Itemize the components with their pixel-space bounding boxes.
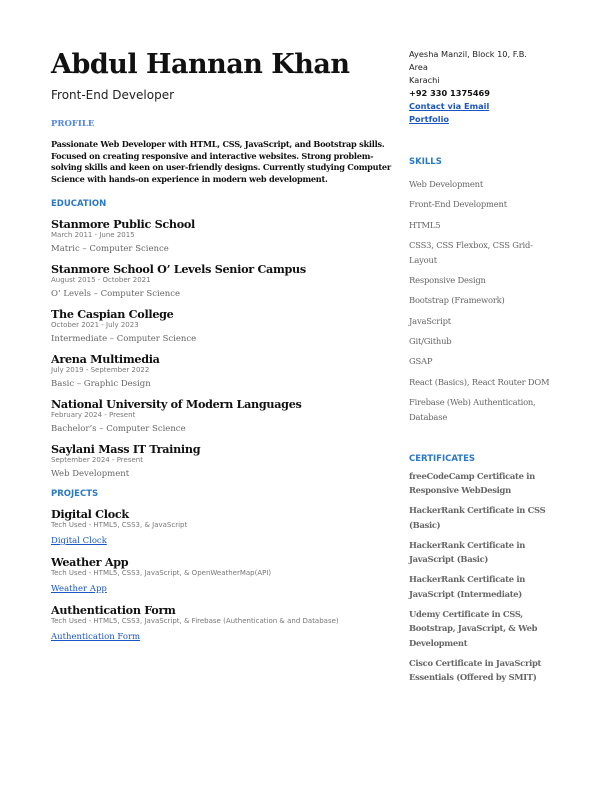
contact-block <box>409 48 559 126</box>
projects-heading: PROJECTS <box>51 489 99 499</box>
education-dates: October 2021 - July 2023 <box>51 321 139 329</box>
project-name: Authentication Form <box>51 603 176 617</box>
education-dates: March 2011 - June 2015 <box>51 231 135 239</box>
education-dates: February 2024 - Present <box>51 411 136 419</box>
education-desc: Intermediate – Computer Science <box>51 334 197 344</box>
portfolio-link[interactable]: Portfolio <box>409 114 450 124</box>
skills-heading: SKILLS <box>409 157 442 167</box>
job-title: Front-End Developer <box>51 88 175 102</box>
school-name: Stanmore Public School <box>51 217 196 231</box>
skill-item: React (Basics), React Router DOM <box>409 376 550 387</box>
project-link[interactable]: Authentication Form <box>51 632 141 642</box>
education-entry <box>51 352 396 390</box>
school-name: Saylani Mass IT Training <box>51 442 201 456</box>
education-desc: O’ Levels – Computer Science <box>51 289 181 299</box>
project-name: Weather App <box>51 555 129 569</box>
skill-item: GSAP <box>409 356 433 367</box>
skills-list <box>409 177 559 425</box>
education-dates: July 2019 - September 2022 <box>51 366 150 374</box>
project-entry <box>51 603 396 644</box>
school-name: Arena Multimedia <box>51 352 160 366</box>
education-entry <box>51 217 396 255</box>
phone-number: +92 330 1375469 <box>409 88 490 98</box>
city: Karachi <box>409 75 440 85</box>
skill-item: Git/Github <box>409 336 452 347</box>
certificate-item: HackerRank Certificate in JavaScript (Intermediate) <box>409 574 526 599</box>
email-link[interactable]: Contact via Email <box>409 101 490 111</box>
certificates-list <box>409 469 559 685</box>
certificate-item: Udemy Certificate in CSS, Bootstrap, JavaScript, & Web Development <box>409 608 538 648</box>
address-line-1: Ayesha Manzil, Block 10, F.B. <box>409 49 527 59</box>
education-dates: August 2015 - October 2021 <box>51 276 151 284</box>
certificate-item: HackerRank Certificate in CSS (Basic) <box>409 505 546 530</box>
certificate-item: freeCodeCamp Certificate in Responsive WebDesign <box>409 470 535 496</box>
sidebar-column <box>409 48 559 690</box>
skill-item: Firebase (Web) Authentication, Database <box>409 396 536 422</box>
education-desc: Bachelor’s – Computer Science <box>51 424 186 434</box>
school-name: Stanmore School O’ Levels Senior Campus <box>51 262 306 276</box>
skill-item: JavaScript <box>409 315 451 326</box>
profile-heading: PROFILE <box>51 119 95 129</box>
school-name: The Caspian College <box>51 307 174 321</box>
project-tech: Tech Used - HTML5, CSS3, JavaScript, & OpenWeatherMap(API) <box>51 569 272 577</box>
education-entry <box>51 397 396 435</box>
project-link[interactable]: Digital Clock <box>51 536 107 546</box>
certificate-item: HackerRank Certificate in JavaScript (Basic) <box>409 539 526 565</box>
education-desc: Matric – Computer Science <box>51 244 169 254</box>
certificate-item: Cisco Certificate in JavaScript Essentials (Offered by SMIT) <box>409 657 542 683</box>
profile-summary: Passionate Web Developer with HTML, CSS, JavaScript, and Bootstrap skills. Focused on creating responsive and interactive websites. Strong problem-solving skills and keen on user-friendly designs. Currently studying Computer Science with hands-on experience in modern web development. <box>51 139 391 184</box>
certificates-heading: CERTIFICATES <box>409 453 476 464</box>
education-desc: Basic – Graphic Design <box>51 379 151 389</box>
education-entry <box>51 442 396 480</box>
project-name: Digital Clock <box>51 507 129 521</box>
project-tech: Tech Used - HTML5, CSS3, JavaScript, & Firebase (Authentication & and Database) <box>51 617 339 625</box>
project-link[interactable]: Weather App <box>51 584 107 594</box>
education-heading: EDUCATION <box>51 199 107 209</box>
education-entry <box>51 307 396 345</box>
project-entry <box>51 555 396 596</box>
skill-item: Responsive Design <box>409 275 486 286</box>
skill-item: Web Development <box>409 179 484 189</box>
education-entry <box>51 262 396 300</box>
candidate-name: Abdul Hannan Khan <box>51 49 350 80</box>
address-line-2: Area <box>409 62 428 72</box>
skill-item: CSS3, CSS Flexbox, CSS Grid-Layout <box>409 239 533 265</box>
skill-item: HTML5 <box>409 219 441 230</box>
education-dates: September 2024 - Present <box>51 456 143 464</box>
skill-item: Bootstrap (Framework) <box>409 295 505 306</box>
education-desc: Web Development <box>51 469 130 479</box>
project-entry <box>51 507 396 548</box>
main-column <box>51 48 396 644</box>
project-tech: Tech Used - HTML5, CSS3, & JavaScript <box>51 521 188 529</box>
skill-item: Front-End Development <box>409 199 507 210</box>
school-name: National University of Modern Languages <box>51 397 302 411</box>
